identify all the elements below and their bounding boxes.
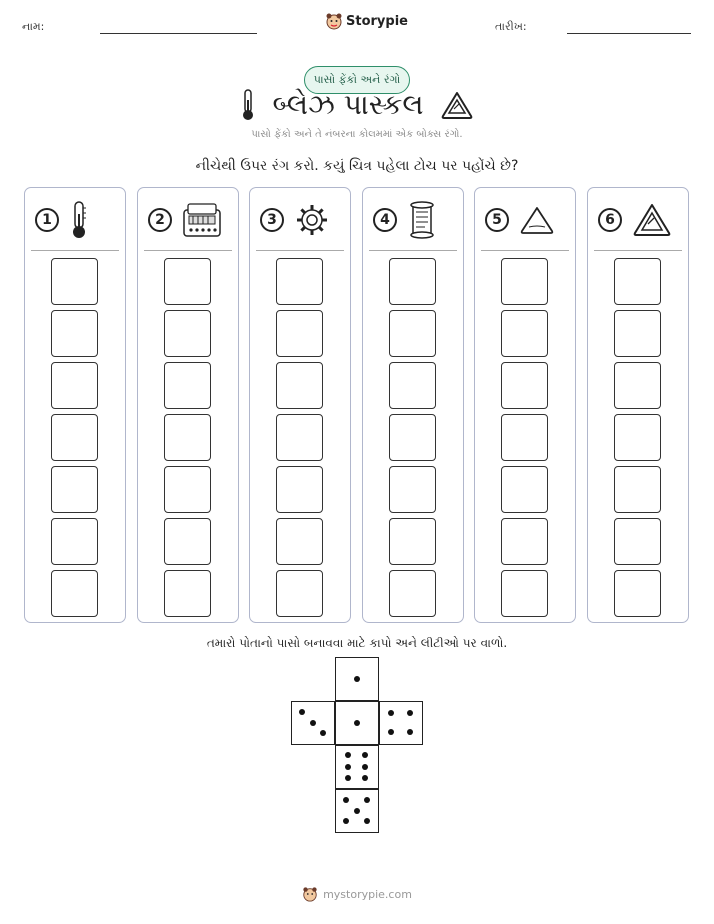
color-box[interactable] (276, 518, 323, 565)
color-box[interactable] (501, 570, 548, 617)
color-box[interactable] (501, 466, 548, 513)
color-box[interactable] (276, 570, 323, 617)
color-box[interactable] (389, 258, 436, 305)
scroll-icon (407, 200, 437, 240)
color-box[interactable] (389, 570, 436, 617)
page-title (0, 88, 714, 122)
die-face-1 (335, 657, 379, 701)
column-6 (587, 187, 689, 623)
color-box[interactable] (164, 310, 211, 357)
subtitle: પાસો ફેંકો અને તે નંબરના કોલમમાં એક બોક્સ રંગો. (251, 129, 463, 140)
die-pip (354, 808, 360, 814)
column-number: 2 (148, 208, 172, 232)
die-face-5 (335, 789, 379, 833)
color-box[interactable] (501, 362, 548, 409)
color-box[interactable] (614, 414, 661, 461)
column-divider (369, 250, 457, 251)
color-box[interactable] (164, 466, 211, 513)
die-pip (345, 764, 351, 770)
color-box[interactable] (164, 518, 211, 565)
die-pip (388, 710, 394, 716)
color-box[interactable] (276, 466, 323, 513)
color-box[interactable] (51, 518, 98, 565)
title-text: બ્લેઝ પાસ્કલ (272, 88, 424, 121)
die-pip (364, 818, 370, 824)
die-pip (362, 752, 368, 758)
color-box[interactable] (389, 362, 436, 409)
die-face-3 (291, 701, 335, 745)
column-header (373, 198, 453, 242)
name-line (100, 33, 257, 34)
column-divider (31, 250, 119, 251)
color-box[interactable] (501, 258, 548, 305)
color-box[interactable] (389, 518, 436, 565)
brand-name: Storypie (346, 13, 408, 29)
column-4 (362, 187, 464, 623)
color-box[interactable] (51, 466, 98, 513)
question: નીચેથી ઉપર રંગ કરો. કયું ચિત્ર પહેલા ટોચ પર પહોંચે છે? (195, 158, 519, 174)
die-face-1 (335, 701, 379, 745)
column-number: 1 (35, 208, 59, 232)
die-pip (388, 729, 394, 735)
cut-instruction: તમારો પોતાનો પાસો બનાવવા માટે કાપો અને લીટીઓ પર વાળો. (206, 636, 508, 650)
color-box[interactable] (51, 310, 98, 357)
column-divider (144, 250, 232, 251)
date-label: તારીખ: (495, 20, 527, 33)
color-box[interactable] (276, 362, 323, 409)
column-divider (594, 250, 682, 251)
pill-label: પાસો ફેંકો અને રંગો (313, 73, 401, 86)
color-box[interactable] (389, 310, 436, 357)
color-box[interactable] (389, 414, 436, 461)
color-box[interactable] (51, 570, 98, 617)
color-box[interactable] (164, 570, 211, 617)
color-box[interactable] (164, 258, 211, 305)
column-number: 3 (260, 208, 284, 232)
triangle-icon (519, 205, 555, 235)
calculator-machine-icon (182, 202, 222, 238)
thermometer-icon (240, 88, 256, 122)
pascal-triangle-icon (632, 203, 672, 237)
die-pip (343, 818, 349, 824)
color-box[interactable] (51, 414, 98, 461)
column-1 (24, 187, 126, 623)
die-pip (362, 775, 368, 781)
die-pip (407, 710, 413, 716)
color-box[interactable] (614, 518, 661, 565)
die-pip (310, 720, 316, 726)
die-pip (354, 676, 360, 682)
color-box[interactable] (51, 258, 98, 305)
color-box[interactable] (276, 258, 323, 305)
column-header (485, 198, 565, 242)
color-box[interactable] (501, 518, 548, 565)
die-pip (407, 729, 413, 735)
footer-url: mystorypie.com (323, 887, 412, 901)
die-pip (345, 775, 351, 781)
column-divider (481, 250, 569, 251)
brand-logo (325, 12, 408, 30)
die-pip (343, 797, 349, 803)
column-header (148, 198, 228, 242)
color-box[interactable] (614, 258, 661, 305)
name-label: નામ: (22, 20, 45, 33)
thermometer-icon (69, 200, 89, 240)
storypie-mascot-icon (302, 886, 318, 902)
gear-icon (294, 202, 330, 238)
color-box[interactable] (614, 362, 661, 409)
column-number: 6 (598, 208, 622, 232)
color-box[interactable] (164, 362, 211, 409)
color-box[interactable] (501, 414, 548, 461)
die-pip (345, 752, 351, 758)
color-box[interactable] (51, 362, 98, 409)
column-header (260, 198, 340, 242)
date-line (567, 33, 691, 34)
color-box[interactable] (276, 310, 323, 357)
footer (0, 886, 714, 902)
column-3 (249, 187, 351, 623)
color-box[interactable] (614, 570, 661, 617)
triangle-icon (440, 90, 474, 120)
die-pip (364, 797, 370, 803)
color-box[interactable] (614, 466, 661, 513)
die-pip (362, 764, 368, 770)
color-box[interactable] (276, 414, 323, 461)
column-divider (256, 250, 344, 251)
color-box[interactable] (389, 466, 436, 513)
die-face-4 (379, 701, 423, 745)
column-5 (474, 187, 576, 623)
die-pip (320, 730, 326, 736)
color-box[interactable] (614, 310, 661, 357)
color-box[interactable] (164, 414, 211, 461)
color-box[interactable] (501, 310, 548, 357)
storypie-mascot-icon (325, 12, 343, 30)
column-number: 5 (485, 208, 509, 232)
column-header (598, 198, 678, 242)
column-number: 4 (373, 208, 397, 232)
die-pip (354, 720, 360, 726)
die-face-6 (335, 745, 379, 789)
column-2 (137, 187, 239, 623)
die-pip (299, 709, 305, 715)
column-header (35, 198, 115, 242)
